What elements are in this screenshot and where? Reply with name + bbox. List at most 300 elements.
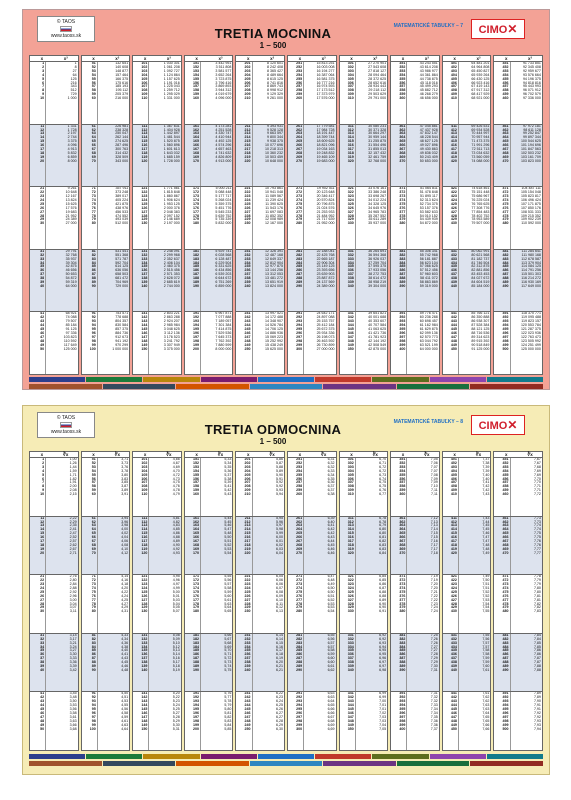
column-header-label: x bbox=[143, 55, 147, 61]
result-values: 5,55 5,56 5,57 5,58 5,59 5,60 5,61 5,63 5,64 5,65 bbox=[224, 575, 232, 614]
table-column bbox=[29, 55, 79, 375]
result-values: 8 120 601 8 242 408 8 365 427 8 489 664 8 615 125 8 741 816 8 869 743 8 998 912 9 129 329 9 261 000 bbox=[266, 62, 283, 101]
value-grid bbox=[29, 451, 543, 751]
column-header-label: x bbox=[401, 451, 405, 457]
table-block bbox=[391, 634, 439, 693]
x-values: 161 162 163 164 165 166 167 168 169 170 bbox=[185, 125, 201, 187]
column-header-label: x bbox=[195, 451, 198, 457]
brand-logo bbox=[471, 415, 525, 435]
column-header-label: x³ bbox=[476, 55, 481, 61]
legend-chip bbox=[487, 754, 543, 759]
legend-chip bbox=[487, 377, 543, 382]
result-values: 6,22 6,23 6,24 6,25 6,26 6,27 6,27 6,28 6,29 6,30 bbox=[275, 692, 283, 731]
table-block bbox=[288, 125, 336, 188]
table-block bbox=[494, 250, 542, 313]
table-block bbox=[133, 692, 181, 750]
column-header-label: ∛x bbox=[114, 451, 120, 457]
table-column bbox=[81, 55, 131, 375]
legend-chip bbox=[250, 761, 323, 766]
table-block bbox=[443, 692, 491, 750]
table-block bbox=[30, 692, 78, 750]
table-block bbox=[82, 692, 130, 750]
legend-chip bbox=[315, 377, 371, 382]
table-block bbox=[185, 575, 233, 634]
column-header-label: x bbox=[453, 451, 456, 457]
x-values: 221 222 223 224 225 226 227 228 229 230 bbox=[236, 187, 252, 249]
table-block bbox=[82, 458, 130, 517]
result-values: 29 791 32 768 35 937 39 304 42 875 46 656 50 653 54 872 59 319 64 000 bbox=[65, 249, 77, 288]
x-values: 101 102 103 104 105 106 107 108 109 110 bbox=[133, 458, 149, 516]
result-values: 6,70 6,71 6,72 6,72 6,73 6,74 6,75 6,75 6,76 6,77 bbox=[379, 458, 387, 497]
table-block bbox=[494, 458, 542, 517]
column-header-label: x³ bbox=[166, 55, 171, 61]
table-block bbox=[494, 517, 542, 576]
table-block bbox=[494, 187, 542, 250]
table-block bbox=[82, 575, 130, 634]
result-values: 7,55 7,56 7,57 7,57 7,58 7,58 7,59 7,59 7,60 7,61 bbox=[482, 633, 490, 672]
table-block bbox=[185, 250, 233, 313]
result-values: 118 370 771 119 095 488 119 823 157 120 553 784 121 287 375 122 023 936 122 763 473 123 505 992 124 251 499 125 000 000 bbox=[520, 312, 541, 351]
flag-icon bbox=[60, 26, 72, 32]
x-values: 471 472 473 474 475 476 477 478 479 480 bbox=[494, 187, 510, 249]
result-values: 91 733 851 92 345 408 92 959 677 93 576 664 94 196 375 94 818 816 95 443 993 96 071 912 96 702 579 97 336 000 bbox=[522, 62, 541, 101]
column-header-label: x³ bbox=[321, 55, 326, 61]
result-values: 47 045 881 47 437 928 47 832 147 48 228 544 48 627 125 49 027 896 49 430 863 49 836 032 50 243 409 50 653 000 bbox=[419, 124, 438, 163]
sheet-subtitle: 1 – 500 bbox=[259, 437, 287, 446]
x-values: 1 2 3 4 5 6 7 8 9 10 bbox=[30, 458, 46, 516]
column-header-label: x bbox=[247, 451, 250, 457]
table-block bbox=[30, 62, 78, 125]
x-values: 341 342 343 344 345 346 347 348 349 350 bbox=[340, 692, 356, 750]
x-values: 371 372 373 374 375 376 377 378 379 380 bbox=[391, 575, 407, 633]
x-values: 261 262 263 264 265 266 267 268 269 270 bbox=[288, 517, 304, 575]
x-values: 201 202 203 204 205 206 207 208 209 210 bbox=[236, 458, 252, 516]
result-values: 5 000 211 5 088 448 5 177 717 5 268 024 5 359 375 5 451 776 5 545 233 5 639 752 5 735 339 5 832 000 bbox=[215, 187, 232, 226]
table-block bbox=[340, 250, 388, 313]
legend-chip bbox=[372, 377, 428, 382]
result-values: 5 929 741 6 028 568 6 128 487 6 229 504 6 331 625 6 434 856 6 539 203 6 644 672 6 751 269 6 859 000 bbox=[215, 249, 232, 288]
table-block bbox=[133, 125, 181, 188]
sheet-subtitle: 1 – 500 bbox=[259, 41, 287, 50]
column-header-label: x³ bbox=[63, 55, 68, 61]
table-block bbox=[391, 312, 439, 374]
result-values: 3,14 3,17 3,21 3,24 3,27 3,30 3,33 3,36 3,39 3,42 bbox=[69, 633, 77, 672]
column-header-label: x³ bbox=[373, 55, 378, 61]
result-values: 5,33 5,34 5,35 5,36 5,37 5,38 5,39 5,41 5,42 5,43 bbox=[224, 458, 232, 497]
x-values: 41 42 43 44 45 46 47 48 49 50 bbox=[30, 692, 46, 750]
table-column bbox=[287, 55, 337, 375]
legend-chip bbox=[258, 754, 314, 759]
result-values: 2 803 221 2 863 288 2 924 207 2 985 984 3 048 625 3 112 136 3 176 523 3 241 792 3 307 949 3 375 000 bbox=[163, 312, 180, 351]
result-values: 24 642 171 24 897 088 25 153 757 25 412 184 25 672 375 25 934 336 26 198 073 26 463 592 26 730 899 27 000 000 bbox=[316, 312, 335, 351]
x-values: 431 432 433 434 435 436 437 438 439 440 bbox=[443, 250, 459, 312]
table-block bbox=[30, 517, 78, 576]
table-block bbox=[236, 62, 284, 125]
result-values: 4,95 4,96 4,97 4,99 5,00 5,01 5,03 5,04 5,05 5,07 bbox=[172, 575, 180, 614]
x-values: 111 112 113 114 115 116 117 118 119 120 bbox=[133, 517, 149, 575]
legend-chip bbox=[29, 384, 102, 389]
result-values: 3,71 3,73 3,76 3,78 3,80 3,83 3,85 3,87 3,89 3,91 bbox=[121, 458, 129, 497]
result-values: 4 173 281 4 251 528 4 330 747 4 410 944 4 492 125 4 574 296 4 657 463 4 741 632 4 826 809 4 913 000 bbox=[215, 124, 232, 163]
x-values: 41 42 43 44 45 46 47 48 49 50 bbox=[30, 312, 46, 374]
x-values: 301 302 303 304 305 306 307 308 309 310 bbox=[340, 458, 356, 516]
legend-chip bbox=[258, 377, 314, 382]
table-block bbox=[443, 575, 491, 634]
x-values: 241 242 243 244 245 246 247 248 249 250 bbox=[236, 312, 252, 374]
x-values: 271 272 273 274 275 276 277 278 279 280 bbox=[288, 575, 304, 633]
result-values: 3 442 951 3 511 808 3 581 577 3 652 264 3 723 875 3 796 416 3 869 893 3 944 312 4 019 679 4 096 000 bbox=[215, 62, 232, 101]
table-block bbox=[340, 517, 388, 576]
legend-chip bbox=[430, 377, 486, 382]
result-values: 3,45 3,48 3,50 3,53 3,56 3,58 3,61 3,63 3,66 3,68 bbox=[69, 692, 77, 731]
result-values: 2,76 2,80 2,84 2,88 2,92 2,96 3,00 3,04 3,07 3,11 bbox=[69, 575, 77, 614]
result-values: 39 651 821 40 001 688 40 353 607 40 707 584 41 063 625 41 421 736 41 781 923 42 144 192 42 508 549 42 875 000 bbox=[368, 312, 387, 351]
table-block bbox=[236, 250, 284, 313]
series-label: MATEMATICKÉ TABUĽKY – 7 bbox=[393, 23, 463, 29]
table-block bbox=[391, 250, 439, 313]
table-block bbox=[391, 458, 439, 517]
x-values: 121 122 123 124 125 126 127 128 129 130 bbox=[133, 575, 149, 633]
result-values: 7,67 7,67 7,68 7,69 7,69 7,70 7,70 7,71 7,71 7,72 bbox=[533, 458, 541, 497]
result-values: 43 243 551 43 614 208 43 986 977 44 361 864 44 738 875 45 118 016 45 499 293 45 882 712 46 268 279 46 656 000 bbox=[419, 62, 438, 101]
column-header-label: x bbox=[350, 55, 353, 61]
legend-chip bbox=[470, 761, 543, 766]
table-block bbox=[82, 312, 130, 374]
table-block bbox=[443, 125, 491, 188]
result-values: 74 618 461 75 151 448 75 686 967 76 225 024 76 765 625 77 308 776 77 854 483 78 402 752 78 953 589 79 507 000 bbox=[471, 187, 490, 226]
table-block bbox=[288, 634, 336, 693]
x-values: 171 172 173 174 175 176 177 178 179 180 bbox=[185, 187, 201, 249]
table-block bbox=[391, 692, 439, 750]
table-block bbox=[30, 312, 78, 374]
x-values: 301 302 303 304 305 306 307 308 309 310 bbox=[340, 62, 356, 124]
result-values: 6,78 6,78 6,79 6,80 6,80 6,81 6,82 6,83 6,83 6,84 bbox=[379, 516, 387, 555]
result-values: 7,25 7,26 7,26 7,27 7,27 7,28 7,29 7,29 7,30 7,31 bbox=[430, 633, 438, 672]
x-values: 311 312 313 314 315 316 317 318 319 320 bbox=[340, 125, 356, 187]
legend-chip bbox=[430, 754, 486, 759]
column-header-label: x bbox=[247, 55, 250, 61]
result-values: 6,63 6,63 6,64 6,65 6,66 6,66 6,67 6,68 6,69 6,69 bbox=[327, 692, 335, 731]
result-values: 7,78 7,79 7,79 7,80 7,80 7,81 7,81 7,82 7,82 7,83 bbox=[533, 575, 541, 614]
table-block bbox=[30, 634, 78, 693]
table-block bbox=[30, 458, 78, 517]
result-values: 5,95 5,96 5,97 5,98 5,99 6,00 6,01 6,02 6,03 6,04 bbox=[275, 516, 283, 555]
legend-chip bbox=[323, 761, 396, 766]
table-block bbox=[494, 125, 542, 188]
x-values: 211 212 213 214 215 216 217 218 219 220 bbox=[236, 517, 252, 575]
table-block bbox=[236, 517, 284, 576]
table-block bbox=[340, 575, 388, 634]
table-column bbox=[132, 55, 182, 375]
result-values: 10 793 861 10 941 048 11 089 567 11 239 424 11 390 625 11 543 176 11 697 083 11 852 352 12 008 989 12 167 000 bbox=[264, 187, 283, 226]
legend-chip bbox=[176, 761, 249, 766]
result-values: 5,08 5,09 5,10 5,12 5,13 5,14 5,16 5,17 5,18 5,19 bbox=[172, 633, 180, 672]
x-values: 231 232 233 234 235 236 237 238 239 240 bbox=[236, 634, 252, 692]
legend-chip bbox=[470, 384, 543, 389]
table-block bbox=[288, 250, 336, 313]
result-values: 7,84 7,84 7,85 7,85 7,86 7,86 7,87 7,87 7,88 7,88 bbox=[533, 633, 541, 672]
x-values: 251 252 253 254 255 256 257 258 259 260 bbox=[288, 458, 304, 516]
result-values: 13 997 521 14 172 488 14 348 907 14 526 784 14 706 125 14 886 936 15 069 223 15 252 992 15 438 249 15 625 000 bbox=[264, 312, 283, 351]
x-values: 421 422 423 424 425 426 427 428 429 430 bbox=[443, 187, 459, 249]
logo-text: © TAOS bbox=[56, 19, 76, 25]
x-values: 151 152 153 154 155 156 157 158 159 160 bbox=[185, 458, 201, 516]
x-values: 411 412 413 414 415 416 417 418 419 420 bbox=[443, 125, 459, 187]
x-values: 241 242 243 244 245 246 247 248 249 250 bbox=[236, 692, 252, 750]
table-block bbox=[443, 634, 491, 693]
x-values: 331 332 333 334 335 336 337 338 339 340 bbox=[340, 250, 356, 312]
table-block bbox=[185, 517, 233, 576]
table-block bbox=[133, 187, 181, 250]
result-values: 7,73 7,73 7,74 7,74 7,75 7,75 7,76 7,76 7,77 7,77 bbox=[533, 516, 541, 555]
x-values: 181 182 183 184 185 186 187 188 189 190 bbox=[185, 634, 201, 692]
legend-chip bbox=[143, 754, 199, 759]
result-values: 85 766 121 86 350 888 86 938 307 87 528 384 88 121 125 88 716 536 89 314 623 89 915 392 90 518 849 91 125 000 bbox=[471, 312, 490, 351]
table-block bbox=[494, 692, 542, 750]
table-block bbox=[30, 250, 78, 313]
result-values: 1,00 1,26 1,44 1,59 1,71 1,82 1,91 2,00 2,08 2,15 bbox=[69, 458, 77, 497]
table-block bbox=[391, 187, 439, 250]
x-values: 361 362 363 364 365 366 367 368 369 370 bbox=[391, 125, 407, 187]
table-column bbox=[493, 451, 543, 751]
x-values: 161 162 163 164 165 166 167 168 169 170 bbox=[185, 517, 201, 575]
result-values: 6,31 6,32 6,32 6,33 6,34 6,35 6,36 6,37 6,37 6,38 bbox=[327, 458, 335, 497]
table-block bbox=[185, 62, 233, 125]
table-block bbox=[133, 62, 181, 125]
table-column bbox=[184, 55, 234, 375]
column-header-label: x³ bbox=[528, 55, 533, 61]
table-block bbox=[82, 517, 130, 576]
x-values: 481 482 483 484 485 486 487 488 489 490 bbox=[494, 634, 510, 692]
table-block bbox=[443, 517, 491, 576]
result-values: 68 921 74 088 79 507 85 184 91 125 97 336 103 823 110 592 117 649 125 000 bbox=[63, 312, 77, 351]
result-values: 9 393 931 9 528 128 9 663 597 9 800 344 9 938 375 10 077 696 10 218 313 10 360 232 10 503 459 10 648 000 bbox=[264, 124, 283, 163]
result-values: 4,14 4,16 4,18 4,20 4,22 4,24 4,25 4,27 4,29 4,31 bbox=[121, 575, 129, 614]
x-values: 421 422 423 424 425 426 427 428 429 430 bbox=[443, 575, 459, 633]
result-values: 4,33 4,34 4,36 4,38 4,40 4,41 4,43 4,45 4,46 4,48 bbox=[121, 633, 129, 672]
result-values: 1 030 301 1 061 208 1 092 727 1 124 864 1 157 625 1 191 016 1 225 043 1 259 712 1 295 029 1 331 000 bbox=[163, 62, 180, 101]
column-header-label: ∛x bbox=[527, 451, 533, 457]
x-values: 321 322 323 324 325 326 327 328 329 330 bbox=[340, 575, 356, 633]
result-values: 5,44 5,45 5,46 5,47 5,48 5,50 5,51 5,52 5,53 5,54 bbox=[224, 516, 232, 555]
legend-chip bbox=[372, 754, 428, 759]
result-values: 132 651 140 608 148 877 157 464 166 375 175 616 185 193 195 112 205 379 216 000 bbox=[115, 62, 129, 101]
legend-chip bbox=[29, 377, 85, 382]
column-header-label: x bbox=[40, 451, 44, 457]
x-values: 441 442 443 444 445 446 447 448 449 450 bbox=[443, 692, 459, 750]
table-block bbox=[443, 312, 491, 374]
table-block bbox=[443, 458, 491, 517]
table-block bbox=[185, 458, 233, 517]
table-block bbox=[288, 517, 336, 576]
x-values: 321 322 323 324 325 326 327 328 329 330 bbox=[340, 187, 356, 249]
column-header-label: ∛x bbox=[269, 451, 275, 457]
result-values: 9 261 10 648 12 167 13 824 15 625 17 576 19 683 21 952 24 389 27 000 bbox=[65, 187, 77, 226]
table-block bbox=[340, 458, 388, 517]
logo-url: www.taoss.sk bbox=[50, 429, 82, 435]
x-values: 281 282 283 284 285 286 287 288 289 290 bbox=[288, 250, 304, 312]
x-values: 411 412 413 414 415 416 417 418 419 420 bbox=[443, 517, 459, 575]
result-values: 3,94 3,96 3,98 4,00 4,02 4,04 4,06 4,08 4,10 4,12 bbox=[121, 516, 129, 555]
table-block bbox=[236, 187, 284, 250]
x-values: 51 52 53 54 55 56 57 58 59 60 bbox=[82, 62, 98, 124]
column-header-label: x bbox=[298, 55, 302, 61]
column-header-label: x³ bbox=[270, 55, 275, 61]
x-values: 111 112 113 114 115 116 117 118 119 120 bbox=[133, 125, 149, 187]
x-values: 471 472 473 474 475 476 477 478 479 480 bbox=[494, 575, 510, 633]
x-values: 131 132 133 134 135 136 137 138 139 140 bbox=[133, 250, 149, 312]
series-label: MATEMATICKÉ TABUĽKY – 8 bbox=[393, 419, 463, 425]
table-block bbox=[288, 692, 336, 750]
x-values: 221 222 223 224 225 226 227 228 229 230 bbox=[236, 575, 252, 633]
cube-root-table-sheet bbox=[22, 405, 550, 775]
result-values: 531 441 551 368 571 787 592 704 614 125 636 056 658 503 681 472 704 969 729 000 bbox=[115, 249, 129, 288]
result-values: 64 481 201 64 964 808 65 450 827 65 939 264 66 430 125 66 923 416 67 419 143 67 917 312 68 417 929 68 921 000 bbox=[471, 62, 490, 101]
x-values: 71 72 73 74 75 76 77 78 79 80 bbox=[82, 187, 98, 249]
x-values: 381 382 383 384 385 386 387 388 389 390 bbox=[391, 634, 407, 692]
x-values: 91 92 93 94 95 96 97 98 99 100 bbox=[82, 692, 98, 750]
result-values: 97 972 181 98 611 128 99 252 847 99 897 344 100 544 625 101 194 696 101 847 563 102 503 232 103 161 709 103 823 000 bbox=[520, 124, 541, 163]
table-column bbox=[184, 451, 234, 751]
legend-chip bbox=[103, 384, 176, 389]
x-values: 21 22 23 24 25 26 27 28 29 30 bbox=[30, 575, 46, 633]
table-block bbox=[30, 575, 78, 634]
legend-chip bbox=[176, 384, 249, 389]
column-header-label: x bbox=[92, 451, 95, 457]
x-values: 51 52 53 54 55 56 57 58 59 60 bbox=[82, 458, 98, 516]
x-values: 291 292 293 294 295 296 297 298 299 300 bbox=[288, 312, 304, 374]
legend-chip bbox=[29, 761, 102, 766]
brand-x-icon: ✕ bbox=[507, 418, 518, 432]
result-values: 1 771 561 1 815 848 1 860 867 1 906 624 1 953 125 2 000 376 2 048 383 2 097 152 2 146 689 2 197 000 bbox=[163, 187, 180, 226]
result-values: 7,43 7,44 7,45 7,45 7,46 7,47 7,47 7,48 7,48 7,49 bbox=[482, 516, 490, 555]
cube-table-sheet bbox=[22, 9, 550, 390]
x-values: 371 372 373 374 375 376 377 378 379 380 bbox=[391, 187, 407, 249]
result-values: 2 248 091 2 299 968 2 352 637 2 406 104 2 460 375 2 515 456 2 571 353 2 628 072 2 685 619 2 744 000 bbox=[163, 249, 180, 288]
table-block bbox=[185, 125, 233, 188]
legend-chip bbox=[315, 754, 371, 759]
x-values: 11 12 13 14 15 16 17 18 19 20 bbox=[30, 125, 46, 187]
x-values: 291 292 293 294 295 296 297 298 299 300 bbox=[288, 692, 304, 750]
column-header-label: x bbox=[401, 55, 405, 61]
table-block bbox=[82, 187, 130, 250]
x-values: 271 272 273 274 275 276 277 278 279 280 bbox=[288, 187, 304, 249]
table-block bbox=[185, 692, 233, 750]
result-values: 33 076 161 33 386 248 33 698 267 34 012 224 34 328 125 34 645 976 34 965 783 35 287 552 35 611 289 35 937 000 bbox=[368, 187, 387, 226]
x-values: 191 192 193 194 195 196 197 198 199 200 bbox=[185, 312, 201, 374]
legend-chip bbox=[201, 377, 257, 382]
x-values: 151 152 153 154 155 156 157 158 159 160 bbox=[185, 62, 201, 124]
result-values: 5,76 5,77 5,78 5,79 5,80 5,81 5,82 5,83 5,84 5,85 bbox=[224, 692, 232, 731]
column-header-label: x bbox=[143, 451, 147, 457]
x-values: 191 192 193 194 195 196 197 198 199 200 bbox=[185, 692, 201, 750]
result-values: 6,99 6,99 7,00 7,01 7,01 7,02 7,03 7,03 7,04 7,05 bbox=[379, 692, 387, 731]
brand-text: CIMO bbox=[478, 420, 508, 432]
x-values: 121 122 123 124 125 126 127 128 129 130 bbox=[133, 187, 149, 249]
legend-chip bbox=[103, 761, 176, 766]
result-values: 6,55 6,56 6,57 6,57 6,58 6,59 6,60 6,60 6,61 6,62 bbox=[327, 633, 335, 672]
result-values: 7,89 7,89 7,90 7,91 7,91 7,92 7,92 7,93 7,93 7,94 bbox=[533, 692, 541, 731]
result-values: 19 902 511 20 123 648 20 346 417 20 570 824 20 796 875 21 024 576 21 253 933 21 484 952 21 717 639 21 952 000 bbox=[316, 187, 335, 226]
table-block bbox=[340, 692, 388, 750]
brand-x-icon: ✕ bbox=[507, 22, 518, 36]
x-values: 21 22 23 24 25 26 27 28 29 30 bbox=[30, 187, 46, 249]
x-values: 61 62 63 64 65 66 67 68 69 70 bbox=[82, 517, 98, 575]
table-column bbox=[287, 451, 337, 751]
column-header-label: x bbox=[298, 451, 302, 457]
table-block bbox=[443, 62, 491, 125]
table-block bbox=[236, 575, 284, 634]
table-column bbox=[235, 55, 285, 375]
x-values: 491 492 493 494 495 496 497 498 499 500 bbox=[494, 312, 510, 374]
result-values: 59 776 471 60 236 288 60 698 457 61 162 984 61 629 875 62 099 136 62 570 773 63 044 792 63 521 199 64 000 000 bbox=[419, 312, 438, 351]
column-header-label: x bbox=[40, 55, 44, 61]
column-header-label: ∛x bbox=[424, 451, 430, 457]
table-block bbox=[133, 250, 181, 313]
logo-url: www.taoss.sk bbox=[50, 33, 82, 39]
x-values: 281 282 283 284 285 286 287 288 289 290 bbox=[288, 634, 304, 692]
column-header-label: ∛x bbox=[320, 451, 327, 457]
column-header-label: ∛x bbox=[475, 451, 482, 457]
table-block bbox=[340, 312, 388, 374]
table-block bbox=[30, 125, 78, 188]
legend-chip bbox=[323, 384, 396, 389]
x-values: 351 352 353 354 355 356 357 358 359 360 bbox=[391, 458, 407, 516]
table-block bbox=[391, 517, 439, 576]
result-values: 7,61 7,62 7,62 7,63 7,63 7,64 7,65 7,65 7,66 7,66 bbox=[482, 692, 490, 731]
brand-text: CIMO bbox=[478, 24, 508, 36]
column-header-label: ∛x bbox=[166, 451, 172, 457]
table-column bbox=[442, 451, 492, 751]
result-values: 6,47 6,48 6,49 6,50 6,50 6,51 6,52 6,53 6,53 6,54 bbox=[327, 575, 335, 614]
result-values: 6,05 6,06 6,06 6,07 6,08 6,09 6,10 6,11 6,12 6,13 bbox=[275, 575, 283, 614]
table-block bbox=[340, 634, 388, 693]
result-values: 7,12 7,13 7,13 7,14 7,15 7,15 7,16 7,17 7,17 7,18 bbox=[430, 516, 438, 555]
table-block bbox=[185, 312, 233, 374]
x-values: 91 92 93 94 95 96 97 98 99 100 bbox=[82, 312, 98, 374]
table-block bbox=[288, 62, 336, 125]
column-header-label: x bbox=[504, 55, 508, 61]
table-block bbox=[443, 250, 491, 313]
column-header-label: x³ bbox=[115, 55, 120, 61]
table-block bbox=[391, 125, 439, 188]
result-values: 7,19 7,19 7,20 7,20 7,21 7,22 7,22 7,23 7,24 7,24 bbox=[430, 575, 438, 614]
column-header-label: x³ bbox=[424, 55, 429, 61]
result-values: 17 779 581 17 984 728 18 191 447 18 399 744 18 609 625 18 821 096 19 034 163 19 248 832 19 465 109 19 683 000 bbox=[316, 124, 335, 163]
result-values: 6,85 6,85 6,86 6,87 6,88 6,88 6,89 6,90 6,90 6,91 bbox=[379, 575, 387, 614]
x-values: 231 232 233 234 235 236 237 238 239 240 bbox=[236, 250, 252, 312]
x-values: 201 202 203 204 205 206 207 208 209 210 bbox=[236, 62, 252, 124]
table-column bbox=[29, 451, 79, 751]
result-values: 6,39 6,40 6,41 6,42 6,42 6,43 6,44 6,45 6,46 6,46 bbox=[327, 516, 335, 555]
result-values: 104 487 111 105 154 048 105 823 817 106 496 424 107 171 875 107 850 176 108 531 333 109 215 352 109 902 239 110 592 000 bbox=[520, 187, 541, 226]
table-block bbox=[494, 62, 542, 125]
table-block bbox=[30, 187, 78, 250]
table-column bbox=[442, 55, 492, 375]
result-values: 6,14 6,14 6,15 6,16 6,17 6,18 6,19 6,20 6,21 6,21 bbox=[275, 633, 283, 672]
table-block bbox=[288, 312, 336, 374]
result-values: 7,37 7,38 7,39 7,39 7,40 7,40 7,41 7,42 7,42 7,43 bbox=[482, 458, 490, 497]
column-header-label: x bbox=[350, 451, 353, 457]
table-block bbox=[288, 187, 336, 250]
result-values: 6,92 6,92 6,93 6,94 6,95 6,95 6,96 6,97 6,97 6,98 bbox=[379, 633, 387, 672]
x-values: 251 252 253 254 255 256 257 258 259 260 bbox=[288, 62, 304, 124]
table-column bbox=[81, 451, 131, 751]
result-values: 36 264 691 36 594 368 36 926 037 37 259 704 37 595 375 37 933 056 38 272 753 38 614 472 38 958 219 39 304 000 bbox=[368, 249, 387, 288]
column-header-label: ∛x bbox=[63, 451, 69, 457]
table-block bbox=[340, 62, 388, 125]
table-block bbox=[340, 187, 388, 250]
